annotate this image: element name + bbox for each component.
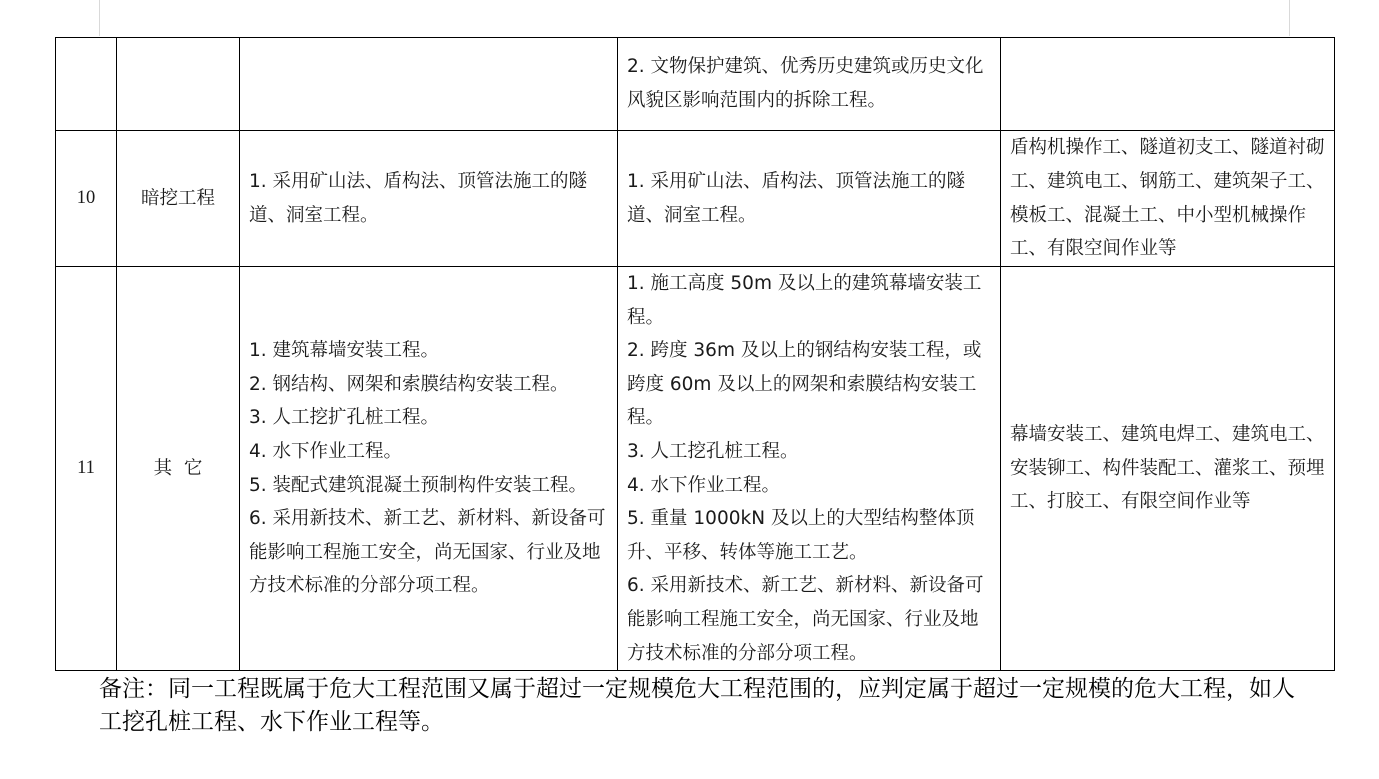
list-item: 1. 采用矿山法、盾构法、顶管法施工的隧道、洞室工程。	[249, 170, 588, 226]
list-item: 1. 建筑幕墙安装工程。	[249, 340, 440, 362]
workers-cell: 幕墙安装工、建筑电焊工、建筑电工、安装铆工、构件装配工、灌浆工、预埋工、打胶工、有限空间作业等	[1001, 267, 1335, 671]
list-item: 5. 重量 1000kN 及以上的大型结构整体顶升、平移、转体等施工工艺。	[627, 508, 975, 563]
list-item: 1. 采用矿山法、盾构法、顶管法施工的隧道、洞室工程。	[627, 170, 966, 226]
list-item: 2. 文物保护建筑、优秀历史建筑或历史文化风貌区影响范围内的拆除工程。	[627, 56, 984, 111]
list-item: 3. 人工挖孔桩工程。	[627, 440, 799, 462]
list-item: 4. 水下作业工程。	[627, 474, 781, 496]
table-row	[56, 267, 1335, 671]
list-item: 1. 施工高度 50m 及以上的建筑幕墙安装工程。	[627, 273, 982, 328]
list-item: 3. 人工挖扩孔桩工程。	[249, 407, 440, 429]
remark-note: 备注：同一工程既属于危大工程范围又属于超过一定规模危大工程范围的，应判定属于超过一定规模的危大工程，如人工挖孔桩工程、水下作业工程等。	[99, 676, 1295, 735]
dangerous-scope-cell	[240, 38, 618, 131]
row-number-cell	[56, 38, 117, 131]
list-item: 4. 水下作业工程。	[249, 440, 403, 462]
list-item: 2. 跨度 36m 及以上的钢结构安装工程，或跨度 60m 及以上的网架和索膜结构安装工程。	[627, 340, 982, 429]
row-number-cell: 10	[56, 131, 117, 267]
list-item: 5. 装配式建筑混凝土预制构件安装工程。	[249, 474, 588, 496]
list-item: 6. 采用新技术、新工艺、新材料、新设备可能影响工程施工安全，尚无国家、行业及地方技术标准的分部分项工程。	[627, 575, 984, 664]
table-row	[56, 38, 1335, 131]
category-cell	[117, 38, 240, 131]
page-corner-mark-left	[99, 0, 100, 36]
category-cell: 暗挖工程	[117, 131, 240, 267]
engineering-scope-table	[55, 37, 1335, 671]
workers-cell	[1001, 38, 1335, 131]
dangerous-scope-cell	[240, 267, 618, 671]
list-item: 2. 钢结构、网架和索膜结构安装工程。	[249, 373, 569, 395]
list-item: 6. 采用新技术、新工艺、新材料、新设备可能影响工程施工安全，尚无国家、行业及地方技术标准的分部分项工程。	[249, 508, 606, 597]
super-scale-scope-cell	[618, 131, 1001, 267]
workers-cell: 盾构机操作工、隧道初支工、隧道衬砌工、建筑电工、钢筋工、建筑架子工、模板工、混凝土工、中小型机械操作工、有限空间作业等	[1001, 131, 1335, 267]
table-row	[56, 131, 1335, 267]
row-number-cell: 11	[56, 267, 117, 671]
category-cell: 其 它	[117, 267, 240, 671]
dangerous-scope-cell	[240, 131, 618, 267]
super-scale-scope-cell	[618, 38, 1001, 131]
page-corner-mark-right	[1289, 0, 1290, 36]
super-scale-scope-cell	[618, 267, 1001, 671]
